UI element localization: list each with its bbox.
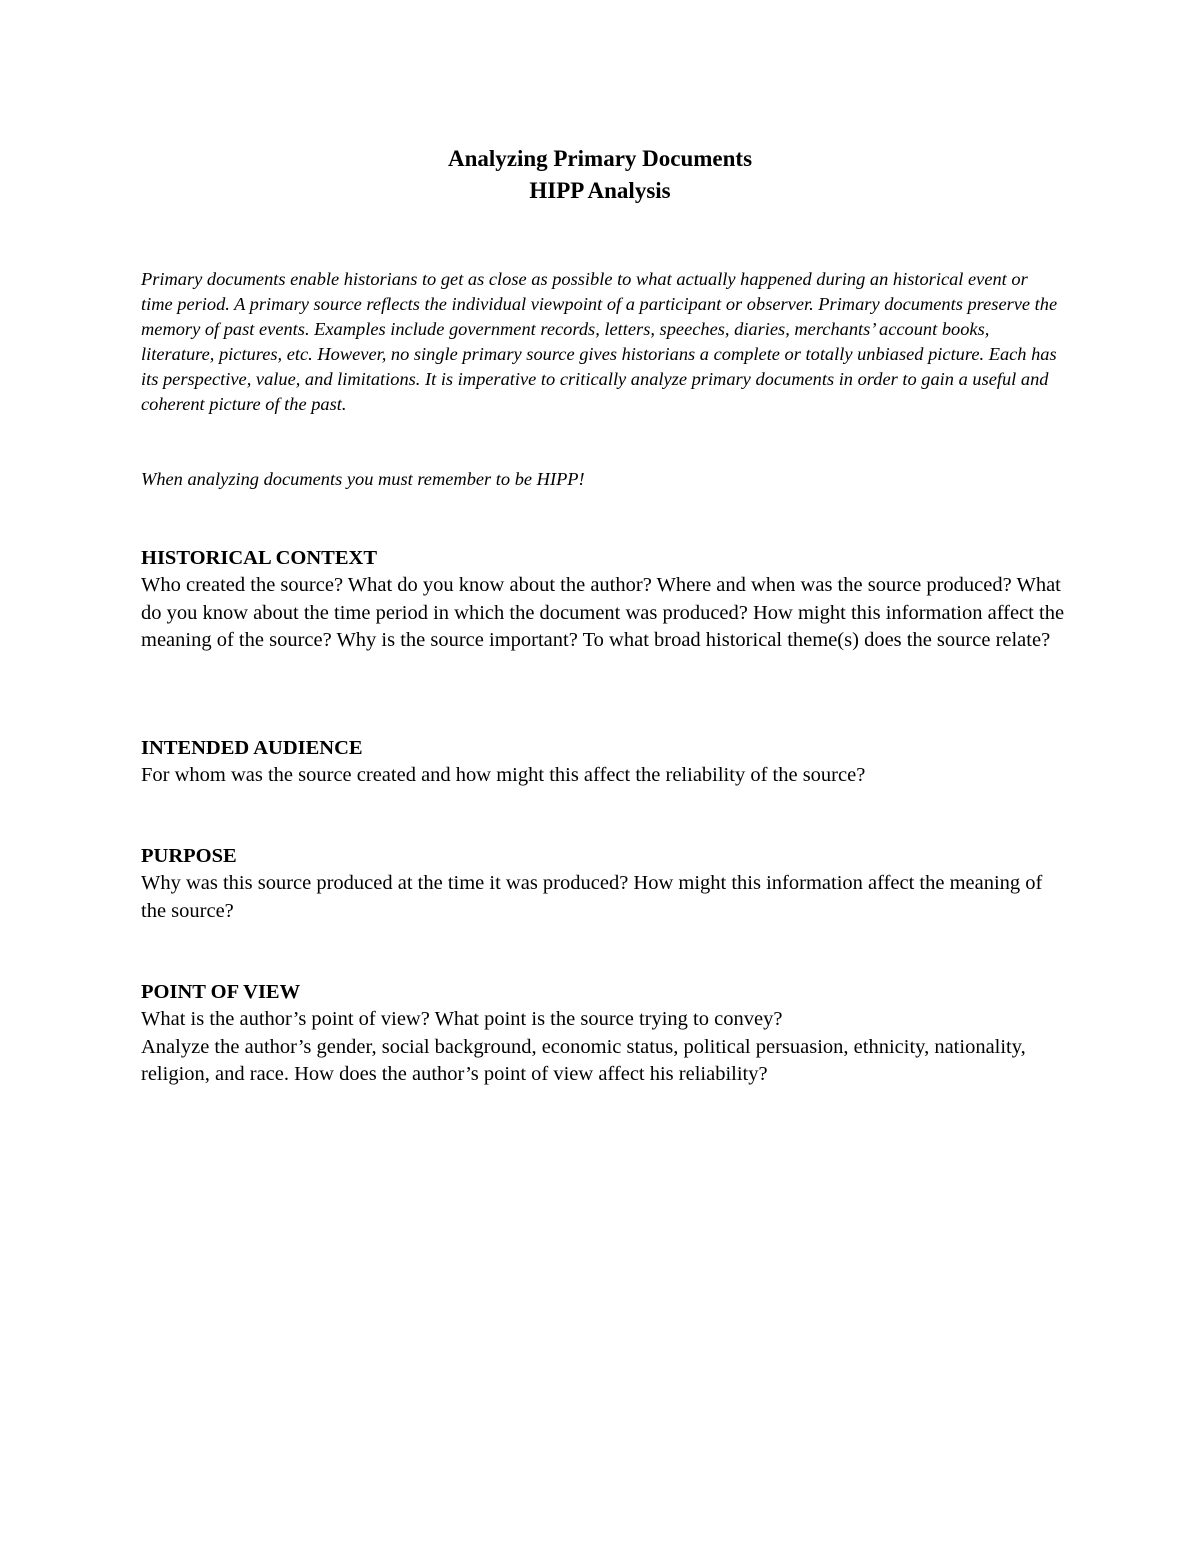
hipp-reminder: When analyzing documents you must remember to be HIPP!: [141, 469, 585, 489]
section-heading: HISTORICAL CONTEXT: [141, 547, 378, 569]
title-block: [0, 143, 1200, 207]
section-heading: INTENDED AUDIENCE: [141, 737, 363, 759]
section-heading: PURPOSE: [141, 845, 237, 867]
intro-paragraph: Primary documents enable historians to get as close as possible to what actually happened during an historical event or time period. A primary source reflects the individual viewpoint of a participant or observer. Primary documents preserve the memory of past events. Examples include government records, letters, speeches, diaries, merchants’ account books, literature, pictures, etc. However, no single primary source gives historians a complete or totally unbiased picture. Each has its perspective, value, and limitations. It is imperative to critically analyze primary documents in order to gain a useful and coherent picture of the past.: [141, 269, 1058, 414]
section-body-line-1: What is the author’s point of view? What point is the source trying to convey?: [141, 1008, 783, 1030]
section-intended-audience: [141, 734, 1071, 790]
section-body: For whom was the source created and how might this affect the reliability of the source?: [141, 764, 866, 786]
section-purpose: [141, 842, 1071, 925]
document-subtitle: HIPP Analysis: [529, 178, 671, 203]
section-body: Who created the source? What do you know about the author? Where and when was the source produced? What do you know about the time period in which the document was produced? How might this information affect the meaning of the source? Why is the source important? To what broad historical theme(s) does the source relate?: [141, 574, 1065, 651]
section-body-line-2: Analyze the author’s gender, social background, economic status, political persuasion, ethnicity, nationality, religion, and race. How does the author’s point of view affect his reliability?: [141, 1035, 1026, 1085]
section-point-of-view: [141, 978, 1071, 1089]
section-heading: POINT OF VIEW: [141, 981, 301, 1003]
section-body: Why was this source produced at the time it was produced? How might this information affect the meaning of the source?: [141, 872, 1043, 922]
section-historical-context: [141, 544, 1071, 655]
document-title: Analyzing Primary Documents: [447, 146, 753, 171]
